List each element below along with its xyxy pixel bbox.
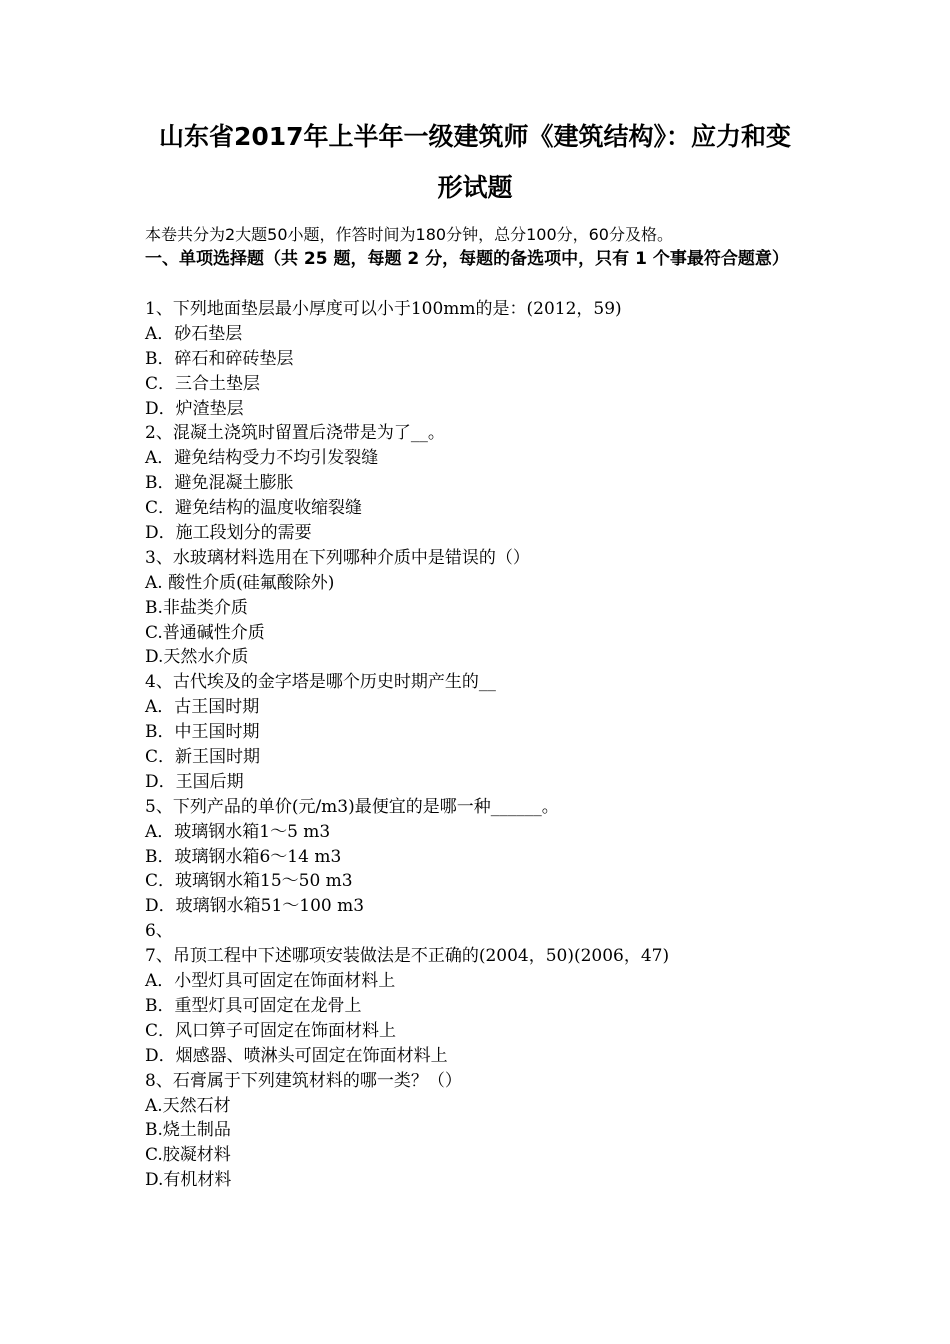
question-list — [145, 297, 845, 1193]
question-item — [145, 944, 845, 1068]
answer-option: B．重型灯具可固定在龙骨上 — [145, 995, 362, 1016]
question-stem: 8、石膏属于下列建筑材料的哪一类？（） — [145, 1070, 462, 1091]
answer-option: B.非盐类介质 — [145, 597, 248, 618]
answer-option: C．风口箅子可固定在饰面材料上 — [145, 1020, 397, 1041]
answer-option: C.普通碱性介质 — [145, 622, 265, 643]
answer-option: A. 酸性介质(硅氟酸除外) — [145, 572, 335, 593]
question-stem: 4、古代埃及的金字塔是哪个历史时期产生的__ — [145, 672, 496, 693]
question-stem: 2、混凝土浇筑时留置后浇带是为了__。 — [145, 423, 445, 444]
document-title-line-1: 山东省2017年上半年一级建筑师《建筑结构》：应力和变 — [158, 122, 792, 151]
answer-option: A．砂石垫层 — [145, 323, 243, 344]
answer-option: C．玻璃钢水箱15～50 m3 — [145, 871, 353, 892]
answer-option: D．王国后期 — [145, 771, 244, 792]
answer-option: B．避免混凝土膨胀 — [145, 473, 294, 494]
question-item — [145, 795, 845, 919]
answer-option: C．避免结构的温度收缩裂缝 — [145, 498, 363, 519]
answer-option: C．三合土垫层 — [145, 373, 261, 394]
answer-option: B．碎石和碎砖垫层 — [145, 348, 294, 369]
answer-option: A．小型灯具可固定在饰面材料上 — [145, 971, 396, 992]
section-heading: 一、单项选择题（共 25 题，每题 2 分，每题的备选项中，只有 1 个事最符合题意） — [145, 249, 789, 269]
question-stem: 5、下列产品的单价(元/m3)最便宜的是哪一种______。 — [145, 796, 559, 817]
question-stem: 1、下列地面垫层最小厚度可以小于100mm的是：(2012，59) — [145, 299, 622, 319]
answer-option: A.天然石材 — [145, 1095, 231, 1116]
answer-option: D．烟感器、喷淋头可固定在饰面材料上 — [145, 1045, 448, 1066]
question-item — [145, 297, 845, 421]
answer-option: C.胶凝材料 — [145, 1145, 231, 1166]
answer-option: D．玻璃钢水箱51～100 m3 — [145, 896, 365, 917]
exam-instructions: 本卷共分为2大题50小题，作答时间为180分钟，总分100分，60分及格。 — [145, 225, 673, 244]
document-title-line-2: 形试题 — [437, 173, 513, 202]
question-item — [145, 546, 845, 670]
answer-option: A．古王国时期 — [145, 697, 260, 718]
answer-option: B．中王国时期 — [145, 722, 260, 743]
question-stem: 3、水玻璃材料选用在下列哪种介质中是错误的（） — [145, 547, 530, 568]
question-item — [145, 1069, 845, 1193]
answer-option: B．玻璃钢水箱6～14 m3 — [145, 846, 342, 867]
answer-option: A．避免结构受力不均引发裂缝 — [145, 448, 379, 469]
answer-option: B.烧土制品 — [145, 1120, 231, 1141]
answer-option: D.天然水介质 — [145, 647, 249, 668]
answer-option: D．炉渣垫层 — [145, 398, 244, 419]
question-item — [145, 919, 845, 944]
answer-option: D.有机材料 — [145, 1170, 232, 1191]
question-stem: 7、吊顶工程中下述哪项安装做法是不正确的(2004，50)(2006，47) — [145, 946, 670, 967]
answer-option: A．玻璃钢水箱1～5 m3 — [145, 821, 331, 842]
question-item — [145, 421, 845, 545]
answer-option: D．施工段划分的需要 — [145, 523, 312, 544]
question-stem: 6、 — [145, 921, 173, 942]
answer-option: C．新王国时期 — [145, 747, 261, 768]
question-item — [145, 670, 845, 794]
